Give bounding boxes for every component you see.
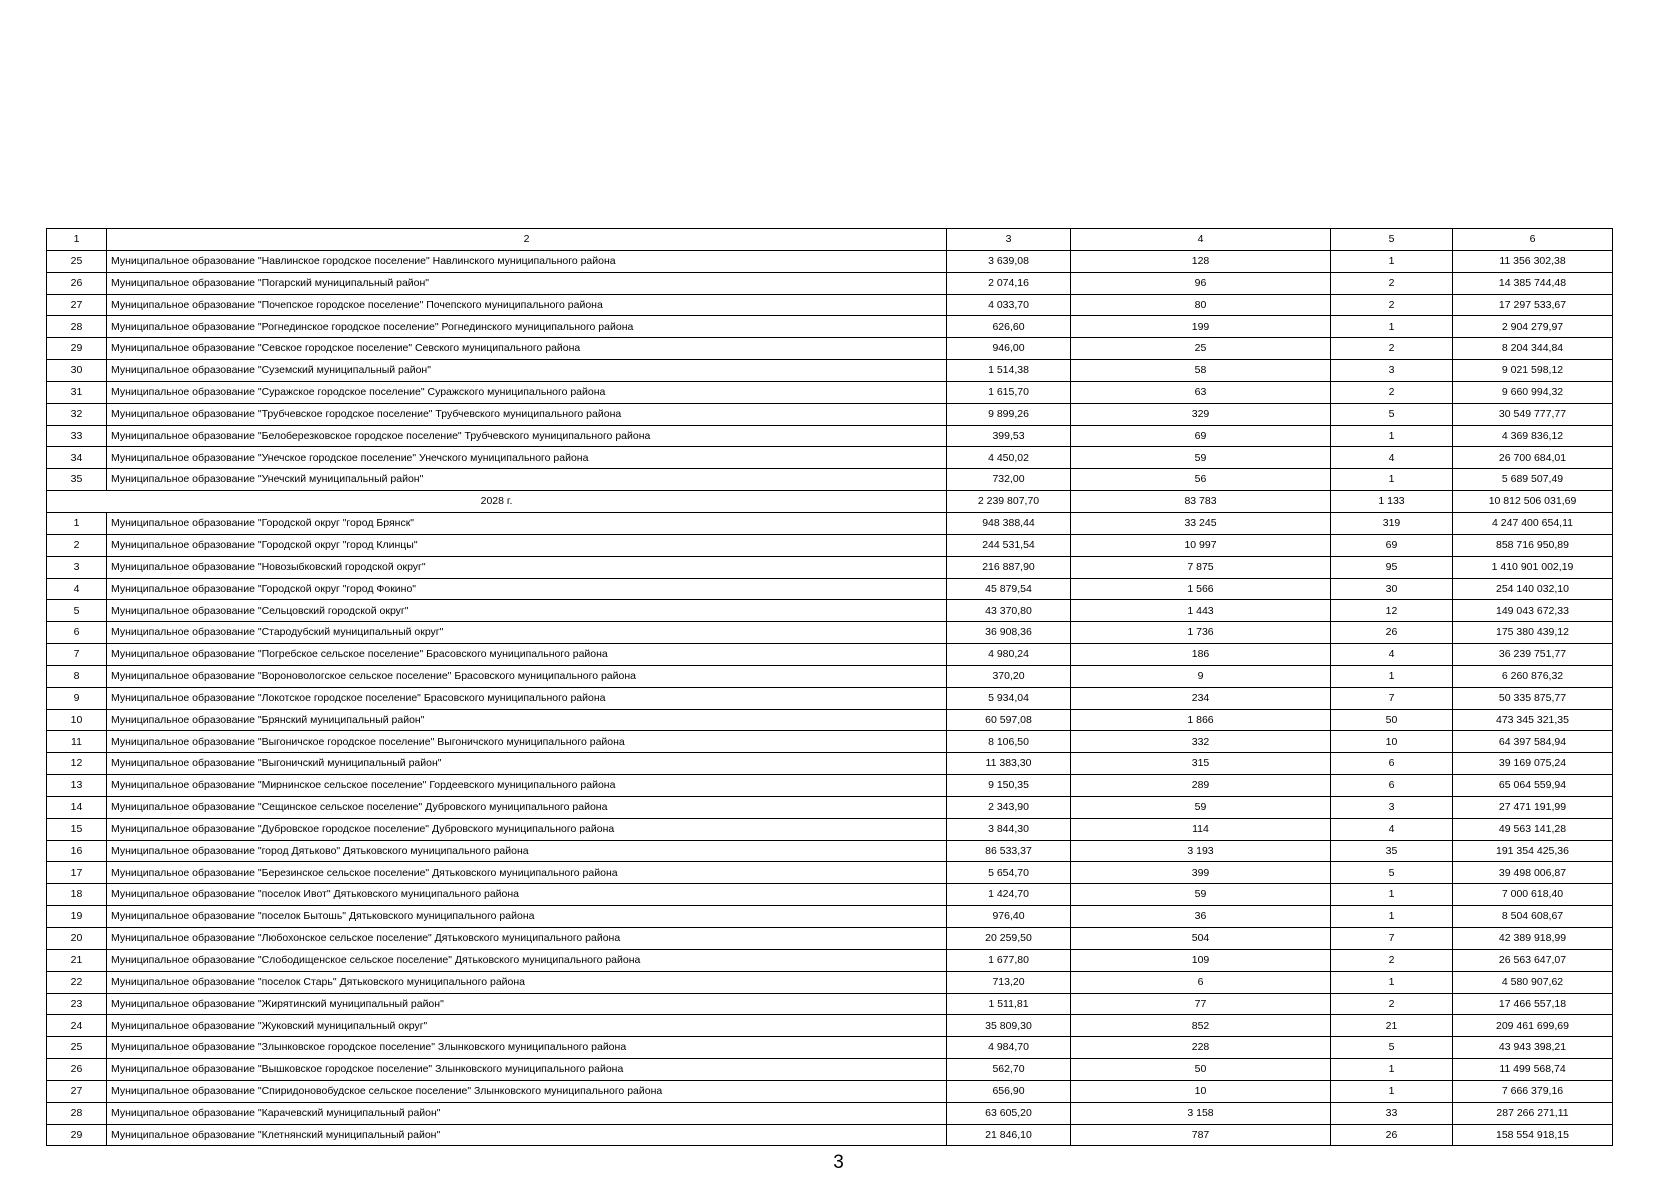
row-col6: 5 689 507,49 — [1453, 469, 1613, 491]
row-col3: 948 388,44 — [947, 512, 1071, 534]
row-name: Муниципальное образование "Погарский муниципальный район" — [107, 272, 947, 294]
row-col6: 9 021 598,12 — [1453, 360, 1613, 382]
table-row — [47, 578, 1613, 600]
row-col5: 5 — [1331, 862, 1453, 884]
row-number: 29 — [47, 1124, 107, 1146]
row-col6: 26 563 647,07 — [1453, 949, 1613, 971]
row-col5: 1 — [1331, 425, 1453, 447]
table-row — [47, 949, 1613, 971]
row-col5: 1 — [1331, 884, 1453, 906]
row-col5: 5 — [1331, 403, 1453, 425]
page-number: 3 — [833, 1152, 844, 1173]
header-cell-4: 4 — [1071, 229, 1331, 251]
header-row — [47, 229, 1613, 251]
row-number: 21 — [47, 949, 107, 971]
row-col3: 656,90 — [947, 1080, 1071, 1102]
header-cell-2: 2 — [107, 229, 947, 251]
row-col3: 36 908,36 — [947, 622, 1071, 644]
table-row — [47, 338, 1613, 360]
row-name: Муниципальное образование "Почепское городское поселение" Почепского муниципального района — [107, 294, 947, 316]
row-name: Муниципальное образование "Выгоничский муниципальный район" — [107, 753, 947, 775]
row-col3: 2 239 807,70 — [947, 491, 1071, 513]
table-row — [47, 709, 1613, 731]
row-col6: 209 461 699,69 — [1453, 1015, 1613, 1037]
row-col3: 3 844,30 — [947, 818, 1071, 840]
table-row — [47, 687, 1613, 709]
row-number: 17 — [47, 862, 107, 884]
row-name: Муниципальное образование "Сещинское сельское поселение" Дубровского муниципального района — [107, 796, 947, 818]
table-row — [47, 753, 1613, 775]
row-number: 14 — [47, 796, 107, 818]
table-row — [47, 1015, 1613, 1037]
row-name: Муниципальное образование "Карачевский муниципальный район" — [107, 1102, 947, 1124]
row-number: 25 — [47, 1037, 107, 1059]
row-name: Муниципальное образование "Суземский муниципальный район" — [107, 360, 947, 382]
row-col4: 329 — [1071, 403, 1331, 425]
row-name: Муниципальное образование "Злынковское городское поселение" Злынковского муниципального района — [107, 1037, 947, 1059]
row-col4: 96 — [1071, 272, 1331, 294]
row-number: 9 — [47, 687, 107, 709]
row-col5: 21 — [1331, 1015, 1453, 1037]
row-col3: 35 809,30 — [947, 1015, 1071, 1037]
row-number: 32 — [47, 403, 107, 425]
row-name: Муниципальное образование "Березинское сельское поселение" Дятьковского муниципального района — [107, 862, 947, 884]
row-col3: 4 033,70 — [947, 294, 1071, 316]
row-col4: 1 566 — [1071, 578, 1331, 600]
table-row — [47, 425, 1613, 447]
row-col4: 109 — [1071, 949, 1331, 971]
row-col4: 80 — [1071, 294, 1331, 316]
row-col6: 191 354 425,36 — [1453, 840, 1613, 862]
table-row — [47, 796, 1613, 818]
row-col5: 4 — [1331, 447, 1453, 469]
row-col6: 254 140 032,10 — [1453, 578, 1613, 600]
row-col4: 9 — [1071, 665, 1331, 687]
row-col3: 60 597,08 — [947, 709, 1071, 731]
row-col6: 175 380 439,12 — [1453, 622, 1613, 644]
row-col5: 69 — [1331, 534, 1453, 556]
row-name: Муниципальное образование "Вороновологское сельское поселение" Брасовского муниципального района — [107, 665, 947, 687]
table-row — [47, 884, 1613, 906]
row-number: 26 — [47, 272, 107, 294]
row-col3: 21 846,10 — [947, 1124, 1071, 1146]
row-number: 15 — [47, 818, 107, 840]
row-col3: 43 370,80 — [947, 600, 1071, 622]
row-col6: 1 410 901 002,19 — [1453, 556, 1613, 578]
row-col5: 7 — [1331, 687, 1453, 709]
row-col3: 20 259,50 — [947, 928, 1071, 950]
table-row — [47, 1080, 1613, 1102]
row-col4: 399 — [1071, 862, 1331, 884]
row-col6: 50 335 875,77 — [1453, 687, 1613, 709]
row-col5: 2 — [1331, 381, 1453, 403]
row-col4: 3 158 — [1071, 1102, 1331, 1124]
row-col5: 6 — [1331, 753, 1453, 775]
row-name: Муниципальное образование "Стародубский муниципальный округ" — [107, 622, 947, 644]
table-row — [47, 1124, 1613, 1146]
row-col3: 216 887,90 — [947, 556, 1071, 578]
row-number: 27 — [47, 294, 107, 316]
row-col3: 976,40 — [947, 906, 1071, 928]
row-col4: 787 — [1071, 1124, 1331, 1146]
row-col6: 43 943 398,21 — [1453, 1037, 1613, 1059]
row-col6: 8 204 344,84 — [1453, 338, 1613, 360]
row-col6: 27 471 191,99 — [1453, 796, 1613, 818]
row-col3: 1 514,38 — [947, 360, 1071, 382]
row-col3: 9 150,35 — [947, 775, 1071, 797]
row-col6: 7 666 379,16 — [1453, 1080, 1613, 1102]
row-number: 1 — [47, 512, 107, 534]
row-col3: 5 654,70 — [947, 862, 1071, 884]
table-row — [47, 403, 1613, 425]
table-row — [47, 644, 1613, 666]
row-col4: 315 — [1071, 753, 1331, 775]
row-col3: 1 424,70 — [947, 884, 1071, 906]
row-name: Муниципальное образование "Новозыбковский городской округ" — [107, 556, 947, 578]
header-cell-6: 6 — [1453, 229, 1613, 251]
row-col6: 158 554 918,15 — [1453, 1124, 1613, 1146]
row-name: Муниципальное образование "Унечское городское поселение" Унечского муниципального района — [107, 447, 947, 469]
row-name: Муниципальное образование "Слободищенское сельское поселение" Дятьковского муниципального района — [107, 949, 947, 971]
row-name: Муниципальное образование "Городской округ "город Брянск" — [107, 512, 947, 534]
row-col4: 33 245 — [1071, 512, 1331, 534]
table-row — [47, 862, 1613, 884]
row-number: 13 — [47, 775, 107, 797]
row-col5: 35 — [1331, 840, 1453, 862]
table-row — [47, 294, 1613, 316]
row-col6: 10 812 506 031,69 — [1453, 491, 1613, 513]
row-name: Муниципальное образование "Белоберезковское городское поселение" Трубчевского муниципального района — [107, 425, 947, 447]
row-number: 20 — [47, 928, 107, 950]
row-col5: 30 — [1331, 578, 1453, 600]
table-row — [47, 775, 1613, 797]
row-col4: 36 — [1071, 906, 1331, 928]
row-number: 8 — [47, 665, 107, 687]
row-col3: 370,20 — [947, 665, 1071, 687]
row-number: 24 — [47, 1015, 107, 1037]
row-name: Муниципальное образование "Городской округ "город Фокино" — [107, 578, 947, 600]
row-col4: 59 — [1071, 447, 1331, 469]
row-col6: 39 169 075,24 — [1453, 753, 1613, 775]
table-row — [47, 272, 1613, 294]
row-col4: 7 875 — [1071, 556, 1331, 578]
row-col3: 2 343,90 — [947, 796, 1071, 818]
row-name: Муниципальное образование "Жуковский муниципальный округ" — [107, 1015, 947, 1037]
row-col5: 1 — [1331, 665, 1453, 687]
row-number: 28 — [47, 1102, 107, 1124]
row-col3: 713,20 — [947, 971, 1071, 993]
table-body — [47, 229, 1613, 1146]
row-col4: 63 — [1071, 381, 1331, 403]
row-col5: 1 — [1331, 469, 1453, 491]
row-name: Муниципальное образование "Любохонское сельское поселение" Дятьковского муниципального района — [107, 928, 947, 950]
row-col6: 6 260 876,32 — [1453, 665, 1613, 687]
row-col4: 199 — [1071, 316, 1331, 338]
row-col5: 2 — [1331, 338, 1453, 360]
row-col4: 10 — [1071, 1080, 1331, 1102]
table-row — [47, 1037, 1613, 1059]
row-number: 34 — [47, 447, 107, 469]
table-row — [47, 1059, 1613, 1081]
row-col6: 11 356 302,38 — [1453, 250, 1613, 272]
row-col4: 852 — [1071, 1015, 1331, 1037]
row-col3: 244 531,54 — [947, 534, 1071, 556]
row-col5: 3 — [1331, 360, 1453, 382]
table-row — [47, 731, 1613, 753]
row-col5: 33 — [1331, 1102, 1453, 1124]
row-col6: 11 499 568,74 — [1453, 1059, 1613, 1081]
row-number: 30 — [47, 360, 107, 382]
row-col4: 332 — [1071, 731, 1331, 753]
row-col3: 2 074,16 — [947, 272, 1071, 294]
row-number: 29 — [47, 338, 107, 360]
row-number: 31 — [47, 381, 107, 403]
row-col6: 36 239 751,77 — [1453, 644, 1613, 666]
row-number: 26 — [47, 1059, 107, 1081]
row-col5: 1 — [1331, 906, 1453, 928]
table-row — [47, 818, 1613, 840]
row-col4: 69 — [1071, 425, 1331, 447]
row-name: Муниципальное образование "Трубчевское городское поселение" Трубчевского муниципального района — [107, 403, 947, 425]
row-col4: 289 — [1071, 775, 1331, 797]
row-col3: 1 615,70 — [947, 381, 1071, 403]
row-col4: 186 — [1071, 644, 1331, 666]
row-name: Муниципальное образование "Навлинское городское поселение" Навлинского муниципального района — [107, 250, 947, 272]
row-col5: 95 — [1331, 556, 1453, 578]
row-number: 22 — [47, 971, 107, 993]
row-number: 7 — [47, 644, 107, 666]
row-col4: 58 — [1071, 360, 1331, 382]
row-col3: 1 511,81 — [947, 993, 1071, 1015]
row-col6: 42 389 918,99 — [1453, 928, 1613, 950]
row-number: 11 — [47, 731, 107, 753]
row-number: 2 — [47, 534, 107, 556]
row-number: 6 — [47, 622, 107, 644]
row-col6: 7 000 618,40 — [1453, 884, 1613, 906]
header-cell-5: 5 — [1331, 229, 1453, 251]
table-row — [47, 622, 1613, 644]
row-col5: 2 — [1331, 993, 1453, 1015]
row-col6: 64 397 584,94 — [1453, 731, 1613, 753]
row-number: 33 — [47, 425, 107, 447]
row-col6: 287 266 271,11 — [1453, 1102, 1613, 1124]
row-name: Муниципальное образование "Рогнединское городское поселение" Рогнединского муниципального района — [107, 316, 947, 338]
row-col5: 319 — [1331, 512, 1453, 534]
row-number: 10 — [47, 709, 107, 731]
data-table — [46, 228, 1613, 1146]
table-row — [47, 665, 1613, 687]
table-row — [47, 316, 1613, 338]
row-number: 12 — [47, 753, 107, 775]
table-row — [47, 600, 1613, 622]
row-col5: 2 — [1331, 272, 1453, 294]
row-col6: 2 904 279,97 — [1453, 316, 1613, 338]
row-number: 3 — [47, 556, 107, 578]
row-col5: 1 — [1331, 316, 1453, 338]
row-col5: 26 — [1331, 1124, 1453, 1146]
row-name: Муниципальное образование "Выгоничское городское поселение" Выгоничского муниципального района — [107, 731, 947, 753]
table-row — [47, 469, 1613, 491]
row-col3: 8 106,50 — [947, 731, 1071, 753]
row-col5: 6 — [1331, 775, 1453, 797]
year-summary-row — [47, 491, 1613, 513]
table-row — [47, 993, 1613, 1015]
row-number: 25 — [47, 250, 107, 272]
row-col5: 7 — [1331, 928, 1453, 950]
row-col3: 946,00 — [947, 338, 1071, 360]
row-name: Муниципальное образование "Дубровское городское поселение" Дубровского муниципального района — [107, 818, 947, 840]
table-row — [47, 447, 1613, 469]
row-col6: 149 043 672,33 — [1453, 600, 1613, 622]
row-number: 28 — [47, 316, 107, 338]
row-name: Муниципальное образование "поселок Старь" Дятьковского муниципального района — [107, 971, 947, 993]
row-col6: 17 297 533,67 — [1453, 294, 1613, 316]
row-col3: 562,70 — [947, 1059, 1071, 1081]
row-col5: 4 — [1331, 818, 1453, 840]
header-cell-1: 1 — [47, 229, 107, 251]
table-row — [47, 906, 1613, 928]
row-col6: 4 247 400 654,11 — [1453, 512, 1613, 534]
row-col6: 65 064 559,94 — [1453, 775, 1613, 797]
row-col6: 17 466 557,18 — [1453, 993, 1613, 1015]
row-col4: 59 — [1071, 796, 1331, 818]
row-number: 27 — [47, 1080, 107, 1102]
row-col5: 1 — [1331, 1080, 1453, 1102]
row-col6: 858 716 950,89 — [1453, 534, 1613, 556]
row-col4: 50 — [1071, 1059, 1331, 1081]
row-col5: 10 — [1331, 731, 1453, 753]
row-col4: 504 — [1071, 928, 1331, 950]
row-name: Муниципальное образование "поселок Ивот" Дятьковского муниципального района — [107, 884, 947, 906]
row-col4: 234 — [1071, 687, 1331, 709]
row-col6: 39 498 006,87 — [1453, 862, 1613, 884]
row-number: 16 — [47, 840, 107, 862]
row-col6: 4 369 836,12 — [1453, 425, 1613, 447]
table-row — [47, 840, 1613, 862]
row-col5: 12 — [1331, 600, 1453, 622]
row-col4: 56 — [1071, 469, 1331, 491]
table-row — [47, 381, 1613, 403]
row-name: Муниципальное образование "Мирнинское сельское поселение" Гордеевского муниципального района — [107, 775, 947, 797]
row-number: 35 — [47, 469, 107, 491]
row-col3: 732,00 — [947, 469, 1071, 491]
table-row — [47, 928, 1613, 950]
row-col3: 63 605,20 — [947, 1102, 1071, 1124]
row-name: Муниципальное образование "Унечский муниципальный район" — [107, 469, 947, 491]
row-col3: 4 980,24 — [947, 644, 1071, 666]
row-col5: 2 — [1331, 949, 1453, 971]
row-col5: 5 — [1331, 1037, 1453, 1059]
row-name: Муниципальное образование "Городской округ "город Клинцы" — [107, 534, 947, 556]
row-name: Муниципальное образование "Севское городское поселение" Севского муниципального района — [107, 338, 947, 360]
row-col3: 3 639,08 — [947, 250, 1071, 272]
row-col4: 6 — [1071, 971, 1331, 993]
row-col5: 2 — [1331, 294, 1453, 316]
row-col3: 4 984,70 — [947, 1037, 1071, 1059]
row-name: Муниципальное образование "поселок Бытошь" Дятьковского муниципального района — [107, 906, 947, 928]
row-col4: 1 443 — [1071, 600, 1331, 622]
row-col6: 4 580 907,62 — [1453, 971, 1613, 993]
row-col4: 77 — [1071, 993, 1331, 1015]
row-col4: 1 866 — [1071, 709, 1331, 731]
row-col5: 50 — [1331, 709, 1453, 731]
table-row — [47, 360, 1613, 382]
row-number: 4 — [47, 578, 107, 600]
header-cell-3: 3 — [947, 229, 1071, 251]
row-name: Муниципальное образование "Спиридоновобудское сельское поселение" Злынковского муниципального района — [107, 1080, 947, 1102]
row-col5: 3 — [1331, 796, 1453, 818]
row-number: 18 — [47, 884, 107, 906]
row-col6: 14 385 744,48 — [1453, 272, 1613, 294]
row-col4: 25 — [1071, 338, 1331, 360]
row-col6: 30 549 777,77 — [1453, 403, 1613, 425]
row-number: 19 — [47, 906, 107, 928]
row-col3: 5 934,04 — [947, 687, 1071, 709]
row-col6: 8 504 608,67 — [1453, 906, 1613, 928]
row-col3: 4 450,02 — [947, 447, 1071, 469]
row-col4: 83 783 — [1071, 491, 1331, 513]
row-number: 23 — [47, 993, 107, 1015]
row-name: Муниципальное образование "Локотское городское поселение" Брасовского муниципального района — [107, 687, 947, 709]
row-col4: 59 — [1071, 884, 1331, 906]
row-name: Муниципальное образование "Погребское сельское поселение" Брасовского муниципального района — [107, 644, 947, 666]
row-col4: 228 — [1071, 1037, 1331, 1059]
row-col4: 3 193 — [1071, 840, 1331, 862]
row-col6: 49 563 141,28 — [1453, 818, 1613, 840]
row-col5: 1 — [1331, 971, 1453, 993]
row-col5: 1 133 — [1331, 491, 1453, 513]
table-row — [47, 250, 1613, 272]
row-col4: 128 — [1071, 250, 1331, 272]
row-col5: 26 — [1331, 622, 1453, 644]
row-col6: 473 345 321,35 — [1453, 709, 1613, 731]
row-name: Муниципальное образование "Суражское городское поселение" Суражского муниципального района — [107, 381, 947, 403]
row-col3: 1 677,80 — [947, 949, 1071, 971]
row-col4: 1 736 — [1071, 622, 1331, 644]
row-col5: 4 — [1331, 644, 1453, 666]
row-name: Муниципальное образование "город Дятьково" Дятьковского муниципального района — [107, 840, 947, 862]
row-col3: 45 879,54 — [947, 578, 1071, 600]
row-col3: 626,60 — [947, 316, 1071, 338]
row-col4: 10 997 — [1071, 534, 1331, 556]
row-number: 5 — [47, 600, 107, 622]
table-row — [47, 556, 1613, 578]
row-col4: 114 — [1071, 818, 1331, 840]
row-name: Муниципальное образование "Жирятинский муниципальный район" — [107, 993, 947, 1015]
row-col5: 1 — [1331, 1059, 1453, 1081]
row-name: Муниципальное образование "Клетнянский муниципальный район" — [107, 1124, 947, 1146]
row-col6: 9 660 994,32 — [1453, 381, 1613, 403]
row-col3: 9 899,26 — [947, 403, 1071, 425]
row-col3: 86 533,37 — [947, 840, 1071, 862]
table-row — [47, 534, 1613, 556]
year-label: 2028 г. — [47, 491, 947, 513]
row-col3: 399,53 — [947, 425, 1071, 447]
table-row — [47, 1102, 1613, 1124]
table-row — [47, 971, 1613, 993]
table-row — [47, 512, 1613, 534]
row-col6: 26 700 684,01 — [1453, 447, 1613, 469]
row-name: Муниципальное образование "Сельцовский городской округ" — [107, 600, 947, 622]
row-col5: 1 — [1331, 250, 1453, 272]
row-name: Муниципальное образование "Брянский муниципальный район" — [107, 709, 947, 731]
row-col3: 11 383,30 — [947, 753, 1071, 775]
row-name: Муниципальное образование "Вышковское городское поселение" Злынковского муниципального района — [107, 1059, 947, 1081]
